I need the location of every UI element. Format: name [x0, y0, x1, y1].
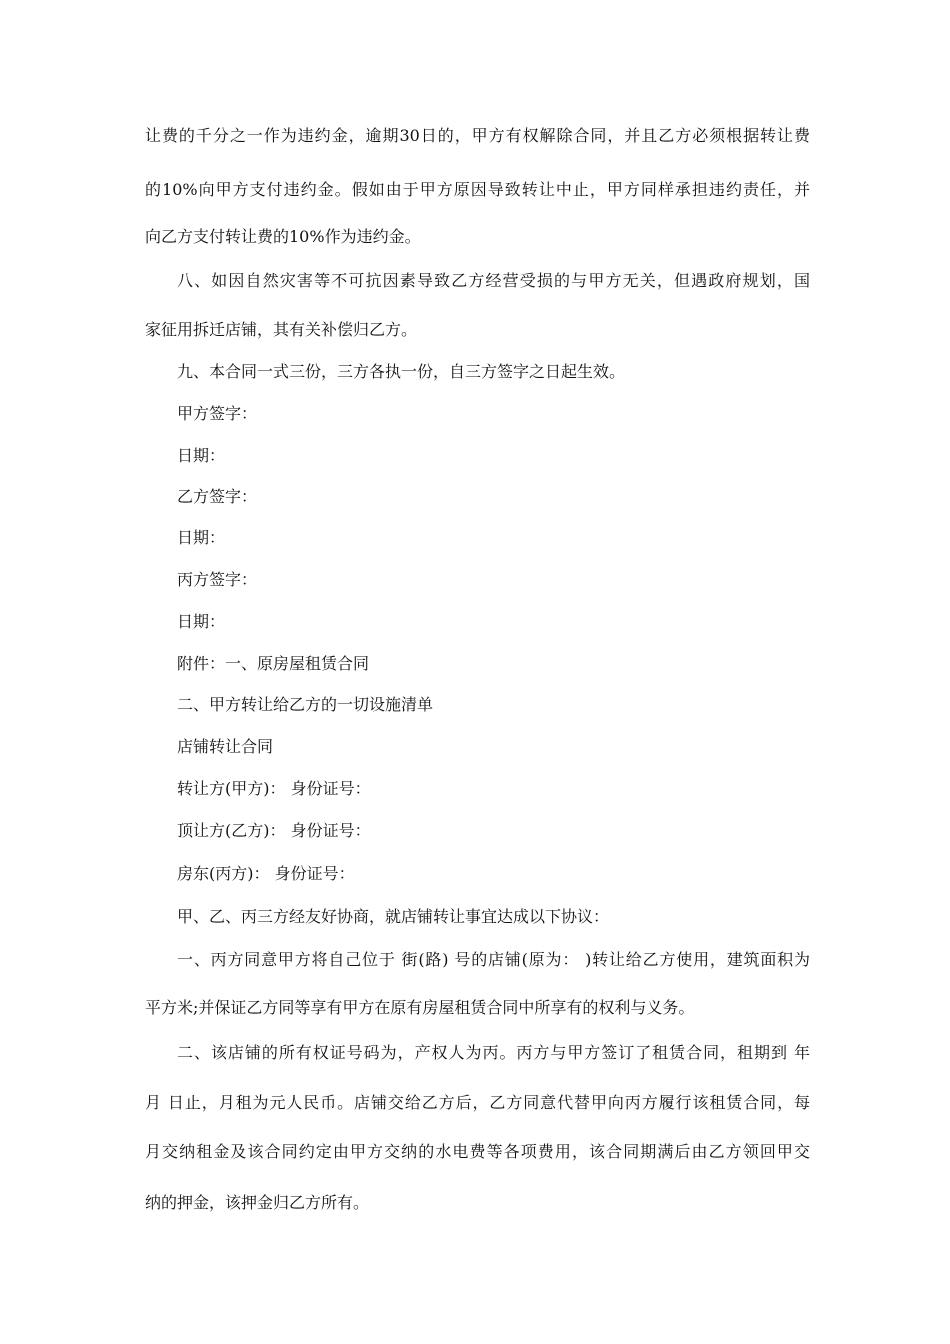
date-label: 日期：	[177, 528, 226, 547]
body-text-line: 月 日止，月租为元人民币。店铺交给乙方后，乙方同意代替甲向丙方履行该租赁合同，每	[145, 1093, 810, 1112]
date-label: 日期：	[177, 612, 226, 631]
transferee-line: 顶让方(乙方)： 身份证号：	[177, 821, 371, 840]
clause-eight-line: 八、如因自然灾害等不可抗因素导致乙方经营受损的与甲方无关，但遇政府规划，国	[177, 271, 810, 290]
body-text-line: 家征用拆迁店铺，其有关补偿归乙方。	[145, 320, 418, 339]
party-a-signature-label: 甲方签字：	[177, 404, 258, 423]
agreement-intro-line: 甲、乙、丙三方经友好协商，就店铺转让事宜达成以下协议：	[177, 907, 610, 926]
date-label: 日期：	[177, 446, 226, 465]
transferor-line: 转让方(甲方)： 身份证号：	[177, 779, 371, 798]
body-text-line: 纳的押金，该押金归乙方所有。	[145, 1193, 370, 1212]
attachment-line: 二、甲方转让给乙方的一切设施清单	[177, 695, 434, 714]
contract-title: 店铺转让合同	[177, 737, 274, 756]
clause-nine-line: 九、本合同一式三份，三方各执一份，自三方签字之日起生效。	[177, 362, 626, 381]
body-text-line: 向乙方支付转让费的10%作为违约金。	[145, 227, 421, 246]
body-text-line: 的10%向甲方支付违约金。假如由于甲方原因导致转让中止，甲方同样承担违约责任，并	[145, 180, 810, 199]
body-text-line: 平方米;并保证乙方同等享有甲方在原有房屋租赁合同中所享有的权利与义务。	[145, 998, 695, 1017]
clause-one-line: 一、丙方同意甲方将自己位于 街(路) 号的店铺(原为： )转让给乙方使用，建筑面积为	[177, 950, 810, 969]
landlord-line: 房东(丙方)： 身份证号：	[177, 864, 355, 883]
body-text-line: 让费的千分之一作为违约金，逾期30日的，甲方有权解除合同，并且乙方必须根据转让费	[145, 126, 810, 145]
attachment-line: 附件：一、原房屋租赁合同	[177, 654, 370, 673]
clause-two-line: 二、该店铺的所有权证号码为，产权人为丙。丙方与甲方签订了租赁合同，租期到 年	[177, 1043, 810, 1062]
party-b-signature-label: 乙方签字：	[177, 487, 258, 506]
party-c-signature-label: 丙方签字：	[177, 570, 258, 589]
body-text-line: 月交纳租金及该合同约定由甲方交纳的水电费等各项费用，该合同期满后由乙方领回甲交	[145, 1142, 810, 1161]
